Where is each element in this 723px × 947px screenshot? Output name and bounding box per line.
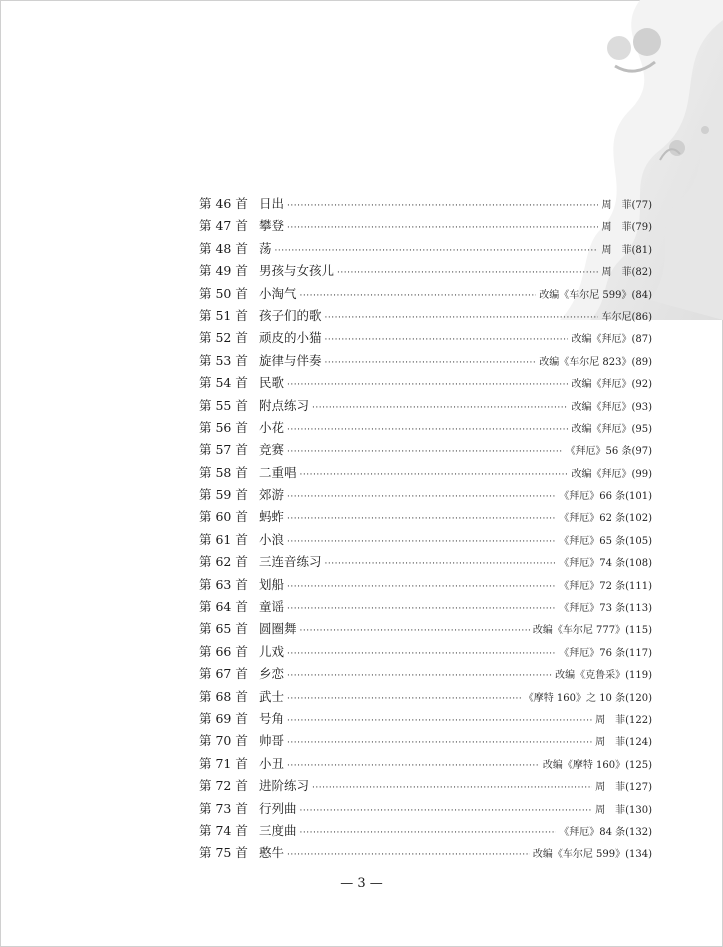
entry-title: 蚂蚱: [259, 509, 285, 525]
entry-source: 周 菲(130): [595, 804, 652, 816]
toc-entry[interactable]: [199, 664, 652, 686]
entry-number: 第 67 首: [199, 666, 248, 682]
entry-number: 第 48 首: [199, 240, 248, 256]
toc-entry[interactable]: [199, 530, 652, 552]
toc-entry[interactable]: [199, 687, 652, 709]
entry-source: 改编《车尔尼 823》(89): [539, 356, 652, 368]
entry-source: 周 菲(82): [601, 267, 652, 279]
entry-number: 第 74 首: [199, 822, 248, 838]
entry-source: 《拜厄》73 条(113): [559, 603, 652, 615]
entry-number: 第 46 首: [199, 196, 248, 211]
dot-leader: [287, 694, 521, 704]
dot-leader: [287, 761, 540, 771]
entry-source: 改编《拜厄》(93): [571, 401, 652, 413]
toc-entry[interactable]: [199, 821, 652, 843]
entry-title: 孩子们的歌: [259, 307, 322, 323]
entry-source: 周 菲(79): [601, 222, 652, 234]
toc-entry[interactable]: [199, 799, 652, 821]
entry-number: 第 64 首: [199, 599, 248, 615]
entry-number: 第 54 首: [199, 375, 248, 391]
dot-leader: [287, 447, 563, 457]
entry-source: 《拜厄》76 条(117): [559, 647, 652, 659]
entry-number: 第 59 首: [199, 487, 248, 503]
entry-source: 周 菲(122): [595, 714, 652, 726]
dot-leader: [337, 268, 598, 278]
entry-source: 车尔尼(86): [601, 311, 652, 323]
entry-title: 乡恋: [259, 666, 285, 682]
toc-entry[interactable]: [199, 485, 652, 507]
entry-number: 第 53 首: [199, 352, 248, 368]
toc-entry[interactable]: [199, 261, 652, 283]
toc-entry[interactable]: [199, 754, 652, 776]
entry-number: 第 61 首: [199, 531, 248, 547]
entry-number: 第 52 首: [199, 330, 248, 346]
entry-number: 第 51 首: [199, 307, 248, 323]
toc-entry[interactable]: [199, 351, 652, 373]
toc-entry[interactable]: [199, 328, 652, 350]
dot-leader: [312, 783, 592, 793]
entry-title: 武士: [259, 688, 285, 704]
entry-title: 进阶练习: [259, 778, 310, 794]
entry-title: 划船: [259, 576, 285, 592]
entry-source: 改编《拜厄》(92): [571, 379, 652, 391]
toc-entry[interactable]: [199, 194, 652, 216]
toc-entry[interactable]: [199, 284, 652, 306]
entry-number: 第 72 首: [199, 778, 248, 794]
entry-title: 儿戏: [259, 643, 285, 659]
dot-leader: [300, 828, 557, 838]
page-number: — 3 —: [340, 876, 383, 891]
entry-title: 日出: [259, 196, 285, 211]
entry-title: 小淘气: [259, 285, 297, 301]
dot-leader: [287, 492, 556, 502]
entry-number: 第 70 首: [199, 733, 248, 749]
entry-number: 第 55 首: [199, 397, 248, 413]
dot-leader: [325, 335, 569, 345]
dot-leader: [287, 537, 556, 547]
dot-leader: [287, 425, 568, 435]
dot-leader: [300, 470, 569, 480]
dot-leader: [300, 291, 537, 301]
toc-entry[interactable]: [199, 597, 652, 619]
entry-number: 第 65 首: [199, 621, 248, 637]
entry-source: 改编《拜厄》(99): [571, 468, 652, 480]
toc-entry[interactable]: [199, 619, 652, 641]
entry-source: 改编《车尔尼 777》(115): [532, 625, 652, 637]
entry-title: 童谣: [259, 599, 285, 615]
entry-source: 《拜厄》72 条(111): [559, 580, 652, 592]
entry-source: 改编《克鲁采》(119): [555, 670, 652, 682]
dot-leader: [312, 403, 568, 413]
dot-leader: [287, 850, 530, 860]
toc-entry[interactable]: [199, 843, 652, 865]
table-of-contents: [199, 194, 652, 866]
entry-source: 周 菲(81): [601, 244, 652, 256]
toc-entry[interactable]: [199, 709, 652, 731]
toc-entry[interactable]: [199, 418, 652, 440]
dot-leader: [287, 649, 556, 659]
entry-number: 第 75 首: [199, 845, 248, 861]
toc-entry[interactable]: [199, 306, 652, 328]
entry-title: 附点练习: [259, 397, 310, 413]
entry-title: 小浪: [259, 531, 285, 547]
entry-source: 周 菲(127): [595, 782, 652, 794]
entry-title: 民歌: [259, 375, 285, 391]
toc-entry[interactable]: [199, 463, 652, 485]
dot-leader: [325, 559, 557, 569]
toc-entry[interactable]: [199, 731, 652, 753]
entry-title: 旋律与伴奏: [259, 352, 322, 368]
entry-title: 憨牛: [259, 845, 285, 861]
entry-source: 《拜厄》65 条(105): [559, 535, 652, 547]
dot-leader: [325, 358, 537, 368]
entry-source: 周 菲(77): [601, 200, 652, 211]
entry-source: 《拜厄》74 条(108): [559, 558, 652, 570]
toc-entry[interactable]: [199, 440, 652, 462]
entry-number: 第 66 首: [199, 643, 248, 659]
entry-number: 第 69 首: [199, 710, 248, 726]
entry-number: 第 68 首: [199, 688, 248, 704]
entry-source: 《摩特 160》之 10 条(120): [523, 692, 652, 704]
toc-entry[interactable]: [199, 216, 652, 238]
entry-number: 第 73 首: [199, 800, 248, 816]
entry-number: 第 58 首: [199, 464, 248, 480]
entry-title: 男孩与女孩儿: [259, 263, 335, 279]
entry-title: 三连音练习: [259, 554, 322, 570]
entry-source: 《拜厄》66 条(101): [559, 491, 652, 503]
entry-source: 改编《车尔尼 599》(134): [532, 849, 652, 861]
dot-leader: [287, 716, 592, 726]
entry-number: 第 56 首: [199, 419, 248, 435]
dot-leader: [300, 626, 530, 636]
entry-number: 第 71 首: [199, 755, 248, 771]
toc-entry[interactable]: [199, 575, 652, 597]
entry-title: 二重唱: [259, 464, 297, 480]
dot-leader: [287, 604, 556, 614]
dot-leader: [287, 223, 598, 233]
entry-source: 改编《车尔尼 599》(84): [539, 289, 652, 301]
entry-source: 周 菲(124): [595, 737, 652, 749]
entry-number: 第 63 首: [199, 576, 248, 592]
entry-title: 三度曲: [259, 822, 297, 838]
dot-leader: [287, 380, 568, 390]
entry-source: 改编《拜厄》(95): [571, 423, 652, 435]
entry-title: 顽皮的小猫: [259, 330, 322, 346]
entry-number: 第 57 首: [199, 442, 248, 458]
toc-entry[interactable]: [199, 396, 652, 418]
dot-leader: [287, 514, 556, 524]
entry-title: 小花: [259, 419, 285, 435]
entry-title: 荡: [259, 240, 272, 256]
entry-title: 号角: [259, 710, 285, 726]
entry-title: 小丑: [259, 755, 285, 771]
toc-entry[interactable]: [199, 239, 652, 261]
dot-leader: [275, 246, 599, 256]
entry-number: 第 62 首: [199, 554, 248, 570]
entry-source: 改编《拜厄》(87): [571, 334, 652, 346]
entry-title: 帅哥: [259, 733, 285, 749]
dot-leader: [287, 201, 598, 211]
entry-source: 《拜厄》62 条(102): [559, 513, 652, 525]
entry-title: 攀登: [259, 218, 285, 234]
entry-source: 改编《摩特 160》(125): [542, 759, 652, 771]
toc-entry[interactable]: [199, 373, 652, 395]
dot-leader: [287, 738, 592, 748]
dot-leader: [287, 582, 556, 592]
toc-entry[interactable]: [199, 507, 652, 529]
entry-number: 第 47 首: [199, 218, 248, 234]
entry-title: 竞赛: [259, 442, 285, 458]
entry-title: 行列曲: [259, 800, 297, 816]
entry-number: 第 60 首: [199, 509, 248, 525]
entry-number: 第 49 首: [199, 263, 248, 279]
toc-entry[interactable]: [199, 552, 652, 574]
toc-entry[interactable]: [199, 642, 652, 664]
toc-entry[interactable]: [199, 776, 652, 798]
entry-title: 郊游: [259, 487, 285, 503]
entry-number: 第 50 首: [199, 285, 248, 301]
dot-leader: [325, 313, 599, 323]
entry-title: 圆圈舞: [259, 621, 297, 637]
entry-source: 《拜厄》84 条(132): [559, 826, 652, 838]
entry-source: 《拜厄》56 条(97): [565, 446, 652, 458]
dot-leader: [300, 806, 593, 816]
dot-leader: [287, 671, 552, 681]
